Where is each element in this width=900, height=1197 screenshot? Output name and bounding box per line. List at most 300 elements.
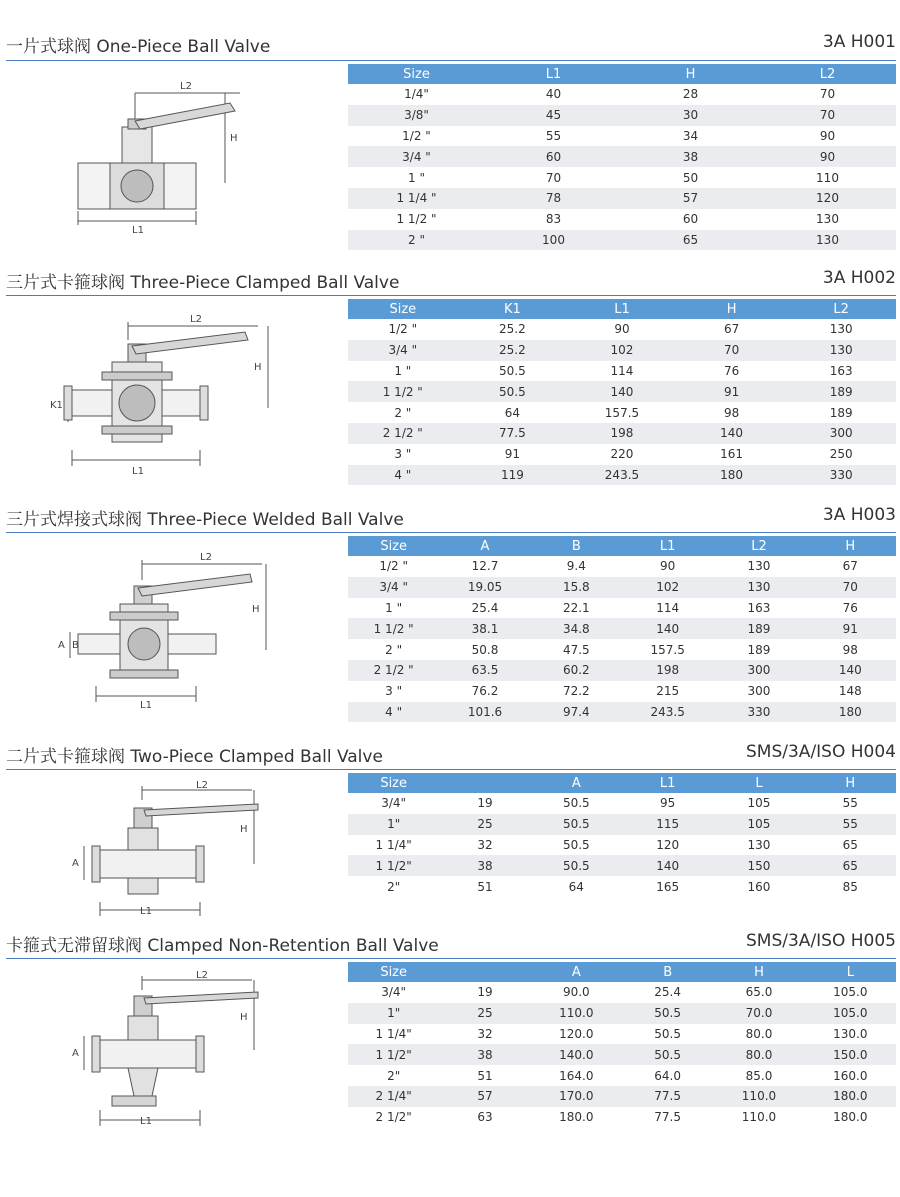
dim-label: L2	[196, 780, 208, 791]
section-code: 3A H001	[822, 32, 896, 52]
col-header	[439, 773, 530, 793]
table-cell: 119	[458, 465, 568, 486]
dim-label: L1	[132, 225, 144, 236]
table-row	[348, 660, 896, 681]
table-cell: 130.0	[833, 1026, 868, 1041]
spec-table	[348, 962, 896, 1128]
table-cell: 4 "	[348, 465, 458, 486]
table-cell: 140	[805, 660, 896, 681]
table-cell: 157.5	[650, 642, 685, 657]
table-cell: 32	[477, 837, 493, 852]
table-cell: 198	[622, 660, 713, 681]
col-header: A	[531, 773, 622, 793]
table-cell: 2"	[387, 1068, 401, 1083]
table-cell: 12.7	[471, 559, 499, 574]
table-cell: 85.0	[745, 1068, 773, 1083]
table-cell: 189	[786, 381, 896, 402]
table-cell: 50.8	[471, 642, 499, 657]
table-cell: 102	[567, 340, 677, 361]
col-header: Size	[348, 773, 439, 793]
table-row	[348, 793, 896, 814]
table-cell: 3 "	[394, 447, 412, 462]
col-header: L1	[567, 299, 677, 319]
table-cell: 110	[816, 170, 839, 185]
table-row	[348, 105, 896, 126]
spec-table	[348, 299, 896, 485]
table-cell: 60.2	[531, 660, 622, 681]
table-cell: 110.0	[713, 1086, 804, 1107]
table-row	[348, 340, 896, 361]
table-cell: 19	[477, 985, 493, 1000]
table-cell: 2 1/2 "	[348, 423, 458, 444]
table-cell: 77.5	[458, 423, 568, 444]
table-cell: 130	[786, 340, 896, 361]
table-cell: 115	[622, 814, 713, 835]
table-cell: 157.5	[604, 405, 640, 420]
table-cell: 2 "	[385, 642, 403, 657]
table-cell: 3/4 "	[348, 340, 458, 361]
dim-label: H	[240, 824, 248, 835]
table-cell: 70	[819, 87, 836, 102]
table-cell: 189	[829, 405, 853, 420]
table-cell: 110.0	[531, 1003, 622, 1024]
table-row	[348, 423, 896, 444]
valve-drawing	[40, 550, 260, 711]
table-cell: 1 1/2"	[348, 855, 439, 876]
table-row	[348, 1024, 896, 1045]
table-cell: 1 1/4"	[375, 1026, 412, 1041]
table-cell: 45	[485, 105, 622, 126]
table-cell: 180.0	[805, 1086, 896, 1107]
table-cell: 150.0	[805, 1044, 896, 1065]
col-header: L	[805, 962, 896, 982]
col-header: A	[531, 962, 622, 982]
table-cell: 15.8	[531, 577, 622, 598]
table-cell: 170.0	[531, 1086, 622, 1107]
table-cell: 50.5	[531, 855, 622, 876]
table-cell: 180.0	[559, 1110, 594, 1125]
table-cell: 60	[682, 212, 699, 227]
table-cell: 3/4 "	[348, 146, 485, 167]
table-cell: 1"	[348, 814, 439, 835]
table-cell: 28	[682, 87, 699, 102]
table-cell: 77.5	[622, 1086, 713, 1107]
table-cell: 1 1/2"	[348, 1044, 439, 1065]
section-divider	[6, 532, 896, 533]
table-cell: 180	[805, 702, 896, 723]
table-cell: 243.5	[567, 465, 677, 486]
valve-drawing	[40, 310, 262, 480]
table-cell: 4 "	[348, 702, 439, 723]
table-cell: 38	[439, 1044, 530, 1065]
section-title: 二片式卡箍球阀 Two-Piece Clamped Ball Valve	[6, 747, 383, 767]
table-cell: 130	[747, 837, 771, 852]
dim-label: L1	[140, 906, 152, 917]
table-cell: 25.4	[471, 600, 499, 615]
table-cell: 3/4"	[381, 985, 407, 1000]
table-row	[348, 639, 896, 660]
table-row	[348, 835, 896, 856]
col-header: H	[713, 962, 804, 982]
table-cell: 2 1/2"	[375, 1110, 412, 1125]
table-cell: 38.1	[439, 618, 530, 639]
table-row	[348, 1003, 896, 1024]
table-cell: 32	[477, 1026, 493, 1041]
dim-label: L1	[140, 1116, 152, 1127]
section-title: 三片式卡箍球阀 Three-Piece Clamped Ball Valve	[6, 273, 400, 293]
table-cell: 38	[439, 855, 530, 876]
table-cell: 1 1/2 "	[396, 212, 437, 227]
table-row	[348, 402, 896, 423]
table-cell: 25.4	[654, 985, 681, 1000]
col-header: L	[713, 773, 804, 793]
table-cell: 65.0	[745, 985, 773, 1000]
table-cell: 189	[713, 618, 804, 639]
table-cell: 63.5	[439, 660, 530, 681]
table-cell: 70	[759, 105, 896, 126]
table-cell: 57	[622, 188, 759, 209]
table-cell: 70	[677, 340, 787, 361]
valve-drawing	[40, 75, 250, 235]
table-cell: 76	[723, 363, 740, 378]
table-cell: 47.5	[562, 642, 590, 657]
table-cell: 140	[677, 423, 787, 444]
table-cell: 85	[842, 879, 858, 894]
table-cell: 150	[713, 855, 804, 876]
table-cell: 130	[747, 559, 771, 574]
table-row	[348, 702, 896, 723]
table-cell: 50.5	[562, 796, 590, 811]
dim-label: B	[72, 640, 79, 651]
table-cell: 50.5	[458, 381, 568, 402]
table-cell: 63	[477, 1110, 493, 1125]
col-header: B	[622, 962, 713, 982]
table-cell: 65	[805, 855, 896, 876]
table-cell: 1/4"	[404, 87, 429, 102]
table-cell: 67	[723, 322, 740, 337]
table-cell: 95	[660, 796, 676, 811]
table-row	[348, 1107, 896, 1128]
table-cell: 50.5	[622, 1003, 713, 1024]
table-cell: 91	[504, 447, 521, 462]
table-cell: 65	[842, 837, 858, 852]
section-code: SMS/3A/ISO H005	[746, 931, 896, 951]
col-header: Size	[348, 299, 458, 319]
table-cell: 101.6	[439, 702, 530, 723]
dim-label: A	[72, 858, 79, 869]
table-cell: 22.1	[562, 600, 590, 615]
table-cell: 300	[747, 684, 771, 699]
col-header: L1	[622, 536, 713, 556]
table-cell: 2"	[387, 879, 401, 894]
table-row	[348, 361, 896, 382]
table-cell: 80.0	[745, 1026, 773, 1041]
table-row	[348, 1044, 896, 1065]
table-cell: 25	[439, 1003, 530, 1024]
spec-table	[348, 64, 896, 250]
table-cell: 300	[713, 660, 804, 681]
table-cell: 102	[622, 577, 713, 598]
table-cell: 180.0	[833, 1110, 868, 1125]
table-cell: 76.2	[471, 684, 499, 699]
table-cell: 114	[610, 363, 634, 378]
table-row	[348, 556, 896, 577]
table-cell: 19	[477, 796, 493, 811]
table-cell: 120	[759, 188, 896, 209]
col-header: Size	[348, 962, 439, 982]
table-cell: 67	[842, 559, 858, 574]
table-row	[348, 319, 896, 340]
table-cell: 1 1/2 "	[348, 381, 458, 402]
table-cell: 50.5	[622, 1044, 713, 1065]
table-cell: 50.5	[531, 814, 622, 835]
table-row	[348, 618, 896, 639]
col-header: L1	[622, 773, 713, 793]
table-cell: 250	[829, 447, 853, 462]
table-row	[348, 681, 896, 702]
table-cell: 100	[485, 230, 622, 251]
table-cell: 1"	[348, 1003, 439, 1024]
table-row	[348, 209, 896, 230]
spec-table	[348, 536, 896, 722]
table-cell: 91	[677, 381, 787, 402]
table-cell: 3/8"	[348, 105, 485, 126]
table-cell: 98	[723, 405, 740, 420]
table-row	[348, 814, 896, 835]
table-cell: 78	[485, 188, 622, 209]
table-cell: 55	[805, 814, 896, 835]
table-cell: 140	[622, 855, 713, 876]
dim-label: H	[230, 133, 238, 144]
dim-label: A	[58, 640, 65, 651]
section-title: 一片式球阀 One-Piece Ball Valve	[6, 37, 271, 57]
table-cell: 70.0	[713, 1003, 804, 1024]
table-cell: 105.0	[805, 1003, 896, 1024]
table-row	[348, 84, 896, 105]
section-divider	[6, 60, 896, 61]
section-title: 卡箍式无滞留球阀 Clamped Non-Retention Ball Valve	[6, 936, 439, 956]
table-cell: 70	[805, 577, 896, 598]
dim-label: L1	[140, 700, 152, 711]
table-cell: 300	[786, 423, 896, 444]
table-cell: 51	[477, 1068, 493, 1083]
col-header: L2	[759, 64, 896, 84]
table-cell: 76	[842, 600, 858, 615]
table-cell: 140.0	[531, 1044, 622, 1065]
table-cell: 55	[842, 796, 858, 811]
table-cell: 50.5	[562, 837, 590, 852]
table-cell: 105	[713, 814, 804, 835]
table-cell: 105.0	[833, 985, 868, 1000]
table-cell: 1 "	[385, 600, 403, 615]
table-row	[348, 598, 896, 619]
col-header: H	[622, 64, 759, 84]
table-cell: 180	[677, 465, 787, 486]
table-cell: 3/4"	[381, 796, 407, 811]
col-header: L2	[786, 299, 896, 319]
table-row	[348, 876, 896, 897]
section-code: 3A H002	[822, 268, 896, 288]
table-cell: 83	[545, 212, 562, 227]
table-cell: 97.4	[531, 702, 622, 723]
table-cell: 163	[829, 363, 853, 378]
table-cell: 165	[656, 879, 680, 894]
table-cell: 65	[622, 230, 759, 251]
table-cell: 120	[656, 837, 680, 852]
section-code: SMS/3A/ISO H004	[746, 742, 896, 762]
table-cell: 1/2 "	[388, 322, 418, 337]
table-cell: 64.0	[654, 1068, 681, 1083]
table-cell: 30	[622, 105, 759, 126]
col-header: Size	[348, 64, 485, 84]
spec-table	[348, 773, 896, 897]
table-cell: 51	[477, 879, 493, 894]
section-title: 三片式焊接式球阀 Three-Piece Welded Ball Valve	[6, 510, 404, 530]
table-cell: 1 "	[408, 170, 425, 185]
table-cell: 90	[759, 146, 896, 167]
table-cell: 1/2 "	[402, 128, 431, 143]
table-cell: 114	[656, 600, 680, 615]
table-cell: 243.5	[622, 702, 713, 723]
table-row	[348, 1086, 896, 1107]
table-cell: 189	[747, 642, 771, 657]
col-header: H	[677, 299, 787, 319]
table-row	[348, 577, 896, 598]
table-cell: 110.0	[741, 1110, 777, 1125]
col-header: L2	[713, 536, 804, 556]
table-row	[348, 381, 896, 402]
table-cell: 50.5	[499, 363, 526, 378]
table-cell: 34.8	[531, 618, 622, 639]
table-cell: 90	[660, 559, 676, 574]
table-cell: 80.0	[713, 1044, 804, 1065]
table-cell: 25	[439, 814, 530, 835]
table-cell: 64	[504, 405, 521, 420]
dim-label: K1	[50, 400, 63, 411]
table-cell: 105	[747, 796, 771, 811]
table-cell: 19.05	[439, 577, 530, 598]
dim-label: H	[254, 362, 262, 373]
section-divider	[6, 295, 896, 296]
col-header: Size	[348, 536, 439, 556]
dim-label: H	[252, 604, 260, 615]
table-row	[348, 465, 896, 486]
table-cell: 50.5	[654, 1026, 681, 1041]
table-cell: 140	[567, 381, 677, 402]
table-cell: 25.2	[458, 340, 568, 361]
table-cell: 40	[545, 87, 562, 102]
table-cell: 161	[720, 447, 744, 462]
table-cell: 148	[838, 684, 862, 699]
table-cell: 1 1/2 "	[348, 618, 439, 639]
table-cell: 64	[568, 879, 584, 894]
table-cell: 77.5	[654, 1110, 681, 1125]
table-cell: 130	[829, 322, 853, 337]
table-cell: 3/4 "	[348, 577, 439, 598]
table-row	[348, 855, 896, 876]
valve-drawing	[40, 970, 250, 1130]
col-header: K1	[458, 299, 568, 319]
table-cell: 9.4	[566, 559, 586, 574]
table-cell: 1/2 "	[379, 559, 408, 574]
table-cell: 55	[545, 128, 562, 143]
col-header: H	[805, 773, 896, 793]
table-cell: 90	[614, 322, 630, 337]
table-cell: 60	[485, 146, 622, 167]
dim-label: A	[72, 1048, 79, 1059]
section-divider	[6, 769, 896, 770]
table-cell: 130	[759, 230, 896, 251]
table-cell: 198	[567, 423, 677, 444]
table-cell: 57	[439, 1086, 530, 1107]
dim-label: L1	[132, 466, 144, 477]
table-row	[348, 167, 896, 188]
table-cell: 130	[816, 212, 839, 227]
dim-label: L2	[196, 970, 208, 981]
dim-label: L2	[180, 81, 192, 92]
col-header: L1	[485, 64, 622, 84]
table-cell: 163	[747, 600, 771, 615]
table-row	[348, 188, 896, 209]
table-cell: 90	[819, 128, 836, 143]
table-cell: 98	[842, 642, 858, 657]
col-header	[439, 962, 530, 982]
table-cell: 164.0	[559, 1068, 594, 1083]
table-cell: 70	[545, 170, 562, 185]
table-cell: 130	[713, 577, 804, 598]
table-cell: 34	[682, 128, 699, 143]
table-cell: 2 1/4"	[348, 1086, 439, 1107]
table-row	[348, 126, 896, 147]
section-code: 3A H003	[822, 505, 896, 525]
table-cell: 1 "	[394, 363, 412, 378]
table-cell: 160.0	[833, 1068, 868, 1083]
table-cell: 38	[622, 146, 759, 167]
col-header: B	[531, 536, 622, 556]
table-cell: 90.0	[562, 985, 590, 1000]
table-cell: 72.2	[562, 684, 590, 699]
table-cell: 160	[747, 879, 771, 894]
table-row	[348, 1065, 896, 1086]
table-row	[348, 230, 896, 251]
table-cell: 220	[610, 447, 634, 462]
table-cell: 91	[805, 618, 896, 639]
table-row	[348, 982, 896, 1003]
table-cell: 2 "	[348, 230, 485, 251]
table-cell: 1 1/4"	[375, 837, 412, 852]
valve-drawing	[40, 780, 250, 920]
table-cell: 330	[786, 465, 896, 486]
section-divider	[6, 958, 896, 959]
dim-label: L2	[200, 552, 212, 563]
table-cell: 2 1/2 "	[348, 660, 439, 681]
table-cell: 1 1/4 "	[348, 188, 485, 209]
table-row	[348, 146, 896, 167]
table-cell: 3 "	[385, 684, 403, 699]
table-cell: 50	[682, 170, 699, 185]
table-row	[348, 444, 896, 465]
table-cell: 215	[656, 684, 680, 699]
dim-label: H	[240, 1012, 248, 1023]
table-cell: 330	[713, 702, 804, 723]
table-cell: 25.2	[499, 322, 526, 337]
table-cell: 2 "	[394, 405, 412, 420]
table-cell: 140	[622, 618, 713, 639]
col-header: A	[439, 536, 530, 556]
dim-label: L2	[190, 314, 202, 325]
col-header: H	[805, 536, 896, 556]
table-cell: 120.0	[559, 1026, 594, 1041]
